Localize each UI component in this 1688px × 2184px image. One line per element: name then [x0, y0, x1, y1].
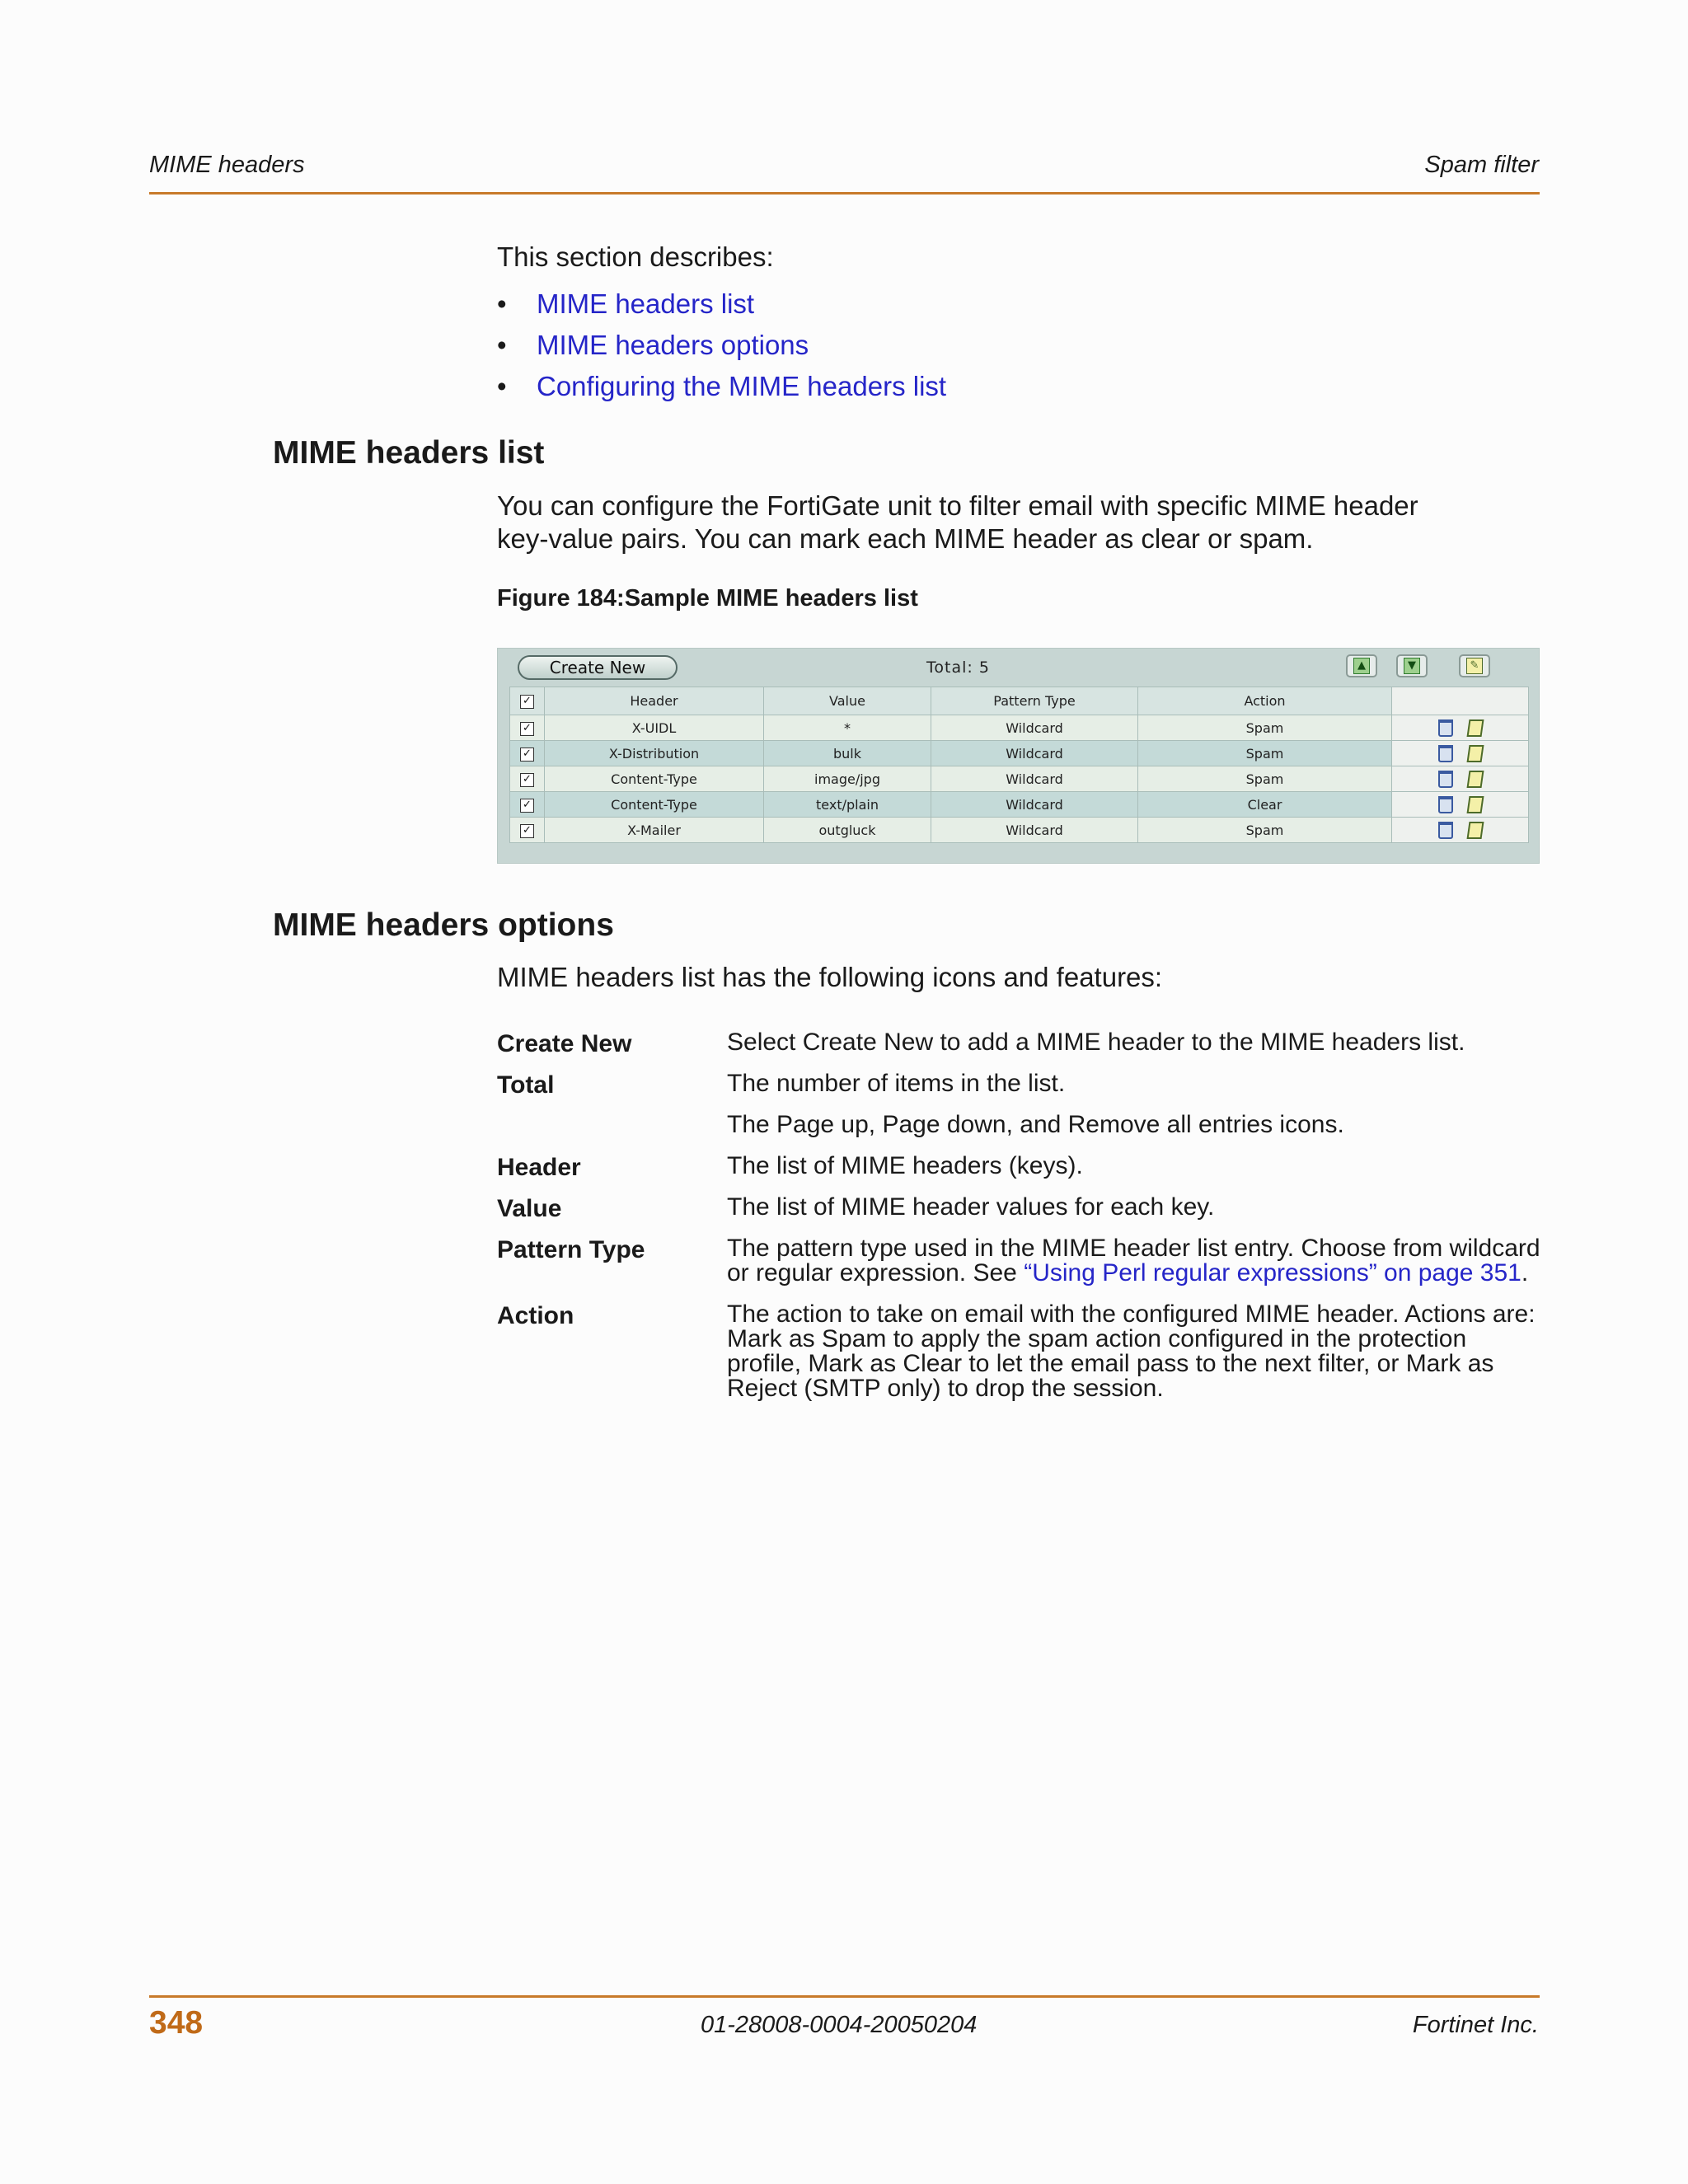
cell-value: image/jpg [764, 766, 931, 792]
column-header-action: Action [1138, 687, 1392, 715]
intro-bullet-list [497, 284, 946, 407]
table-row [510, 818, 1529, 843]
option-term-action: Action [497, 1302, 574, 1329]
cell-action: Spam [1138, 741, 1392, 766]
option-desc-pattern-line2 [727, 1261, 1543, 1286]
link-mime-headers-list[interactable]: MIME headers list [537, 288, 755, 319]
cell-pattern-type: Wildcard [931, 766, 1138, 792]
row-checkbox[interactable]: ✓ [520, 824, 534, 838]
figure-caption: Figure 184:Sample MIME headers list [497, 585, 918, 612]
option-desc-action-line: Reject (SMTP only) to drop the session. [727, 1375, 1164, 1402]
column-header-value: Value [764, 687, 931, 715]
delete-icon[interactable] [1438, 745, 1453, 762]
table-header-row [510, 687, 1529, 715]
option-desc-pattern-line1: The pattern type used in the MIME header list entry. Choose from wildcard [727, 1235, 1540, 1262]
option-desc-pattern-post: . [1521, 1259, 1529, 1286]
option-desc-paging-icons: The Page up, Page down, and Remove all entries icons. [727, 1111, 1344, 1138]
company-name: Fortinet Inc. [1412, 2012, 1539, 2038]
document-id: 01-28008-0004-20050204 [701, 2012, 978, 2038]
cell-pattern-type: Wildcard [931, 818, 1138, 843]
option-desc-action-line: Mark as Spam to apply the spam action configured in the protection [727, 1325, 1467, 1352]
page-number: 348 [149, 2005, 204, 2041]
edit-icon[interactable] [1466, 745, 1484, 762]
link-configuring-mime-headers[interactable]: Configuring the MIME headers list [537, 371, 947, 401]
column-header-pattern-type: Pattern Type [931, 687, 1138, 715]
row-checkbox[interactable]: ✓ [520, 748, 534, 762]
option-desc-action [727, 1302, 1543, 1401]
footer-rule [149, 1995, 1540, 1998]
section1-para-line1: You can configure the FortiGate unit to filter email with specific MIME header [497, 490, 1418, 521]
cell-action: Spam [1138, 715, 1392, 741]
cell-header: Content-Type [545, 766, 764, 792]
option-desc-action-line: profile, Mark as Clear to let the email pass to the next filter, or Mark as [727, 1350, 1494, 1377]
cell-pattern-type: Wildcard [931, 792, 1138, 818]
total-count: Total: 5 [926, 658, 990, 677]
option-desc-create-new: Select Create New to add a MIME header to the MIME headers list. [727, 1029, 1465, 1056]
running-header-right: Spam filter [1424, 152, 1539, 178]
edit-icon[interactable] [1466, 822, 1484, 839]
delete-icon[interactable] [1438, 796, 1453, 813]
table-row [510, 715, 1529, 741]
select-all-cell [510, 687, 545, 715]
cell-value: outgluck [764, 818, 931, 843]
option-desc-pattern-pre: or regular expression. See [727, 1259, 1025, 1286]
cell-header: X-Distribution [545, 741, 764, 766]
cell-header: Content-Type [545, 792, 764, 818]
section2-intro: MIME headers list has the following icons and features: [497, 962, 1163, 992]
page-up-icon[interactable]: ▲ [1346, 654, 1377, 677]
header-rule [149, 192, 1540, 194]
cell-value: text/plain [764, 792, 931, 818]
cell-action: Spam [1138, 818, 1392, 843]
option-term-total: Total [497, 1071, 555, 1099]
row-checkbox[interactable]: ✓ [520, 722, 534, 736]
option-term-value: Value [497, 1195, 562, 1222]
delete-icon[interactable] [1438, 822, 1453, 839]
link-perl-regex[interactable]: “Using Perl regular expressions” on page 351 [1024, 1259, 1522, 1286]
row-checkbox[interactable]: ✓ [520, 799, 534, 813]
delete-icon[interactable] [1438, 771, 1453, 788]
cell-header: X-UIDL [545, 715, 764, 741]
table-row [510, 766, 1529, 792]
option-desc-action-line: The action to take on email with the configured MIME header. Actions are: [727, 1301, 1536, 1328]
cell-header: X-Mailer [545, 818, 764, 843]
running-header-left: MIME headers [149, 152, 305, 178]
mime-headers-table [509, 687, 1529, 843]
intro-lead: This section describes: [497, 241, 774, 272]
cell-value: bulk [764, 741, 931, 766]
delete-icon[interactable] [1438, 719, 1453, 737]
create-new-button[interactable]: Create New [518, 655, 678, 680]
cell-pattern-type: Wildcard [931, 715, 1138, 741]
option-term-header: Header [497, 1154, 581, 1181]
row-checkbox[interactable]: ✓ [520, 773, 534, 787]
list-item: • MIME headers list [497, 288, 755, 319]
option-desc-total: The number of items in the list. [727, 1070, 1066, 1097]
edit-icon[interactable] [1466, 771, 1484, 788]
cell-action: Clear [1138, 792, 1392, 818]
mime-headers-screenshot [497, 648, 1540, 864]
option-desc-header: The list of MIME headers (keys). [727, 1152, 1083, 1179]
cell-action: Spam [1138, 766, 1392, 792]
option-desc-pattern-type [727, 1236, 1543, 1286]
section-heading-list: MIME headers list [273, 435, 545, 471]
list-item: • MIME headers options [497, 330, 809, 360]
table-row [510, 792, 1529, 818]
select-all-checkbox[interactable]: ✓ [520, 695, 534, 709]
page-down-icon[interactable]: ▼ [1396, 654, 1428, 677]
option-desc-value: The list of MIME header values for each key. [727, 1193, 1215, 1221]
remove-all-icon[interactable]: ✎ [1459, 654, 1490, 677]
list-item: • Configuring the MIME headers list [497, 371, 947, 401]
option-term-pattern-type: Pattern Type [497, 1236, 645, 1263]
cell-pattern-type: Wildcard [931, 741, 1138, 766]
edit-icon[interactable] [1466, 719, 1484, 737]
option-term-create-new: Create New [497, 1030, 632, 1057]
column-header-header: Header [545, 687, 764, 715]
screenshot-toolbar [498, 649, 1539, 685]
link-mime-headers-options[interactable]: MIME headers options [537, 330, 809, 360]
cell-value: * [764, 715, 931, 741]
edit-icon[interactable] [1466, 796, 1484, 813]
column-header-icons [1392, 687, 1529, 715]
table-row [510, 741, 1529, 766]
section-heading-options: MIME headers options [273, 907, 614, 943]
section1-para-line2: key-value pairs. You can mark each MIME header as clear or spam. [497, 523, 1314, 554]
